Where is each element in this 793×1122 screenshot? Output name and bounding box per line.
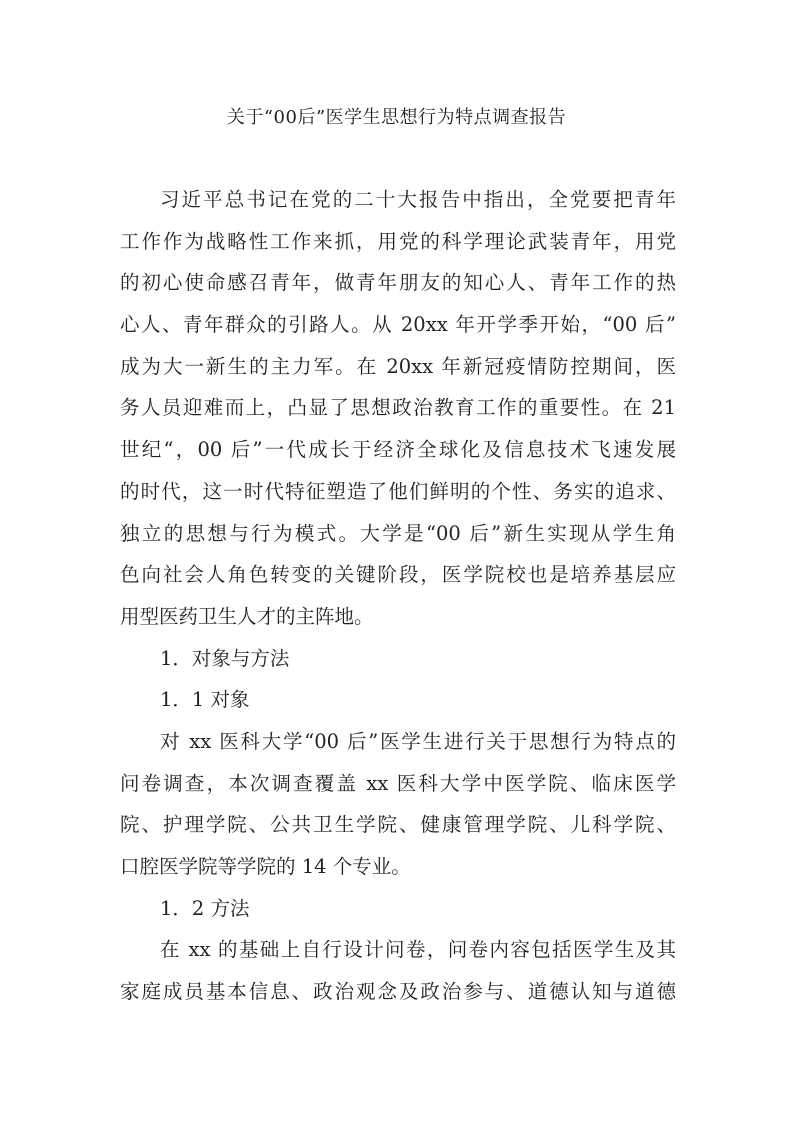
text-line: 工作作为战略性工作来抓，用党的科学理论武装青年，用党 [120, 229, 676, 253]
text-line: 对 xx 医科大学“00 后”医学生进行关于思想行为特点的 [160, 729, 676, 753]
text-line: 心人、青年群众的引路人。从 20xx 年开学季开始，“00 后” [120, 313, 676, 337]
text-line: 习近平总书记在党的二十大报告中指出，全党要把青年 [160, 188, 676, 211]
text-line: 口腔医学院等学院的 14 个专业。 [120, 855, 411, 878]
text-line: 1．1 对象 [160, 688, 250, 712]
text-line: 世纪“，00 后”一代成长于经济全球化及信息技术飞速发展 [120, 438, 676, 462]
text-line: 务人员迎难而上，凸显了思想政治教育工作的重要性。在 21 [120, 396, 676, 420]
text-line: 成为大一新生的主力军。在 20xx 年新冠疫情防控期间，医 [120, 354, 676, 378]
document-body [120, 179, 676, 1013]
text-line: 独立的思想与行为模式。大学是“00 后”新生实现从学生角 [120, 521, 676, 545]
document-title: 关于“00后”医学生思想行为特点调查报告 [226, 107, 567, 128]
text-line: 的初心使命感召青年，做青年朋友的知心人、青年工作的热 [120, 271, 676, 295]
text-line: 的时代，这一时代特征塑造了他们鲜明的个性、务实的追求、 [120, 479, 676, 503]
text-line: 用型医药卫生人才的主阵地。 [120, 604, 374, 628]
text-line: 色向社会人角色转变的关键阶段，医学院校也是培养基层应 [120, 563, 676, 587]
text-line: 问卷调查，本次调查覆盖 xx 医科大学中医学院、临床医学 [120, 771, 676, 795]
text-line: 1．2 方法 [160, 896, 250, 920]
text-line: 在 xx 的基础上自行设计问卷，问卷内容包括医学生及其 [160, 938, 676, 962]
text-line: 院、护理学院、公共卫生学院、健康管理学院、儿科学院、 [120, 813, 676, 837]
text-line: 家庭成员基本信息、政治观念及政治参与、道德认知与道德 [120, 980, 676, 1004]
text-line: 1．对象与方法 [160, 646, 290, 670]
